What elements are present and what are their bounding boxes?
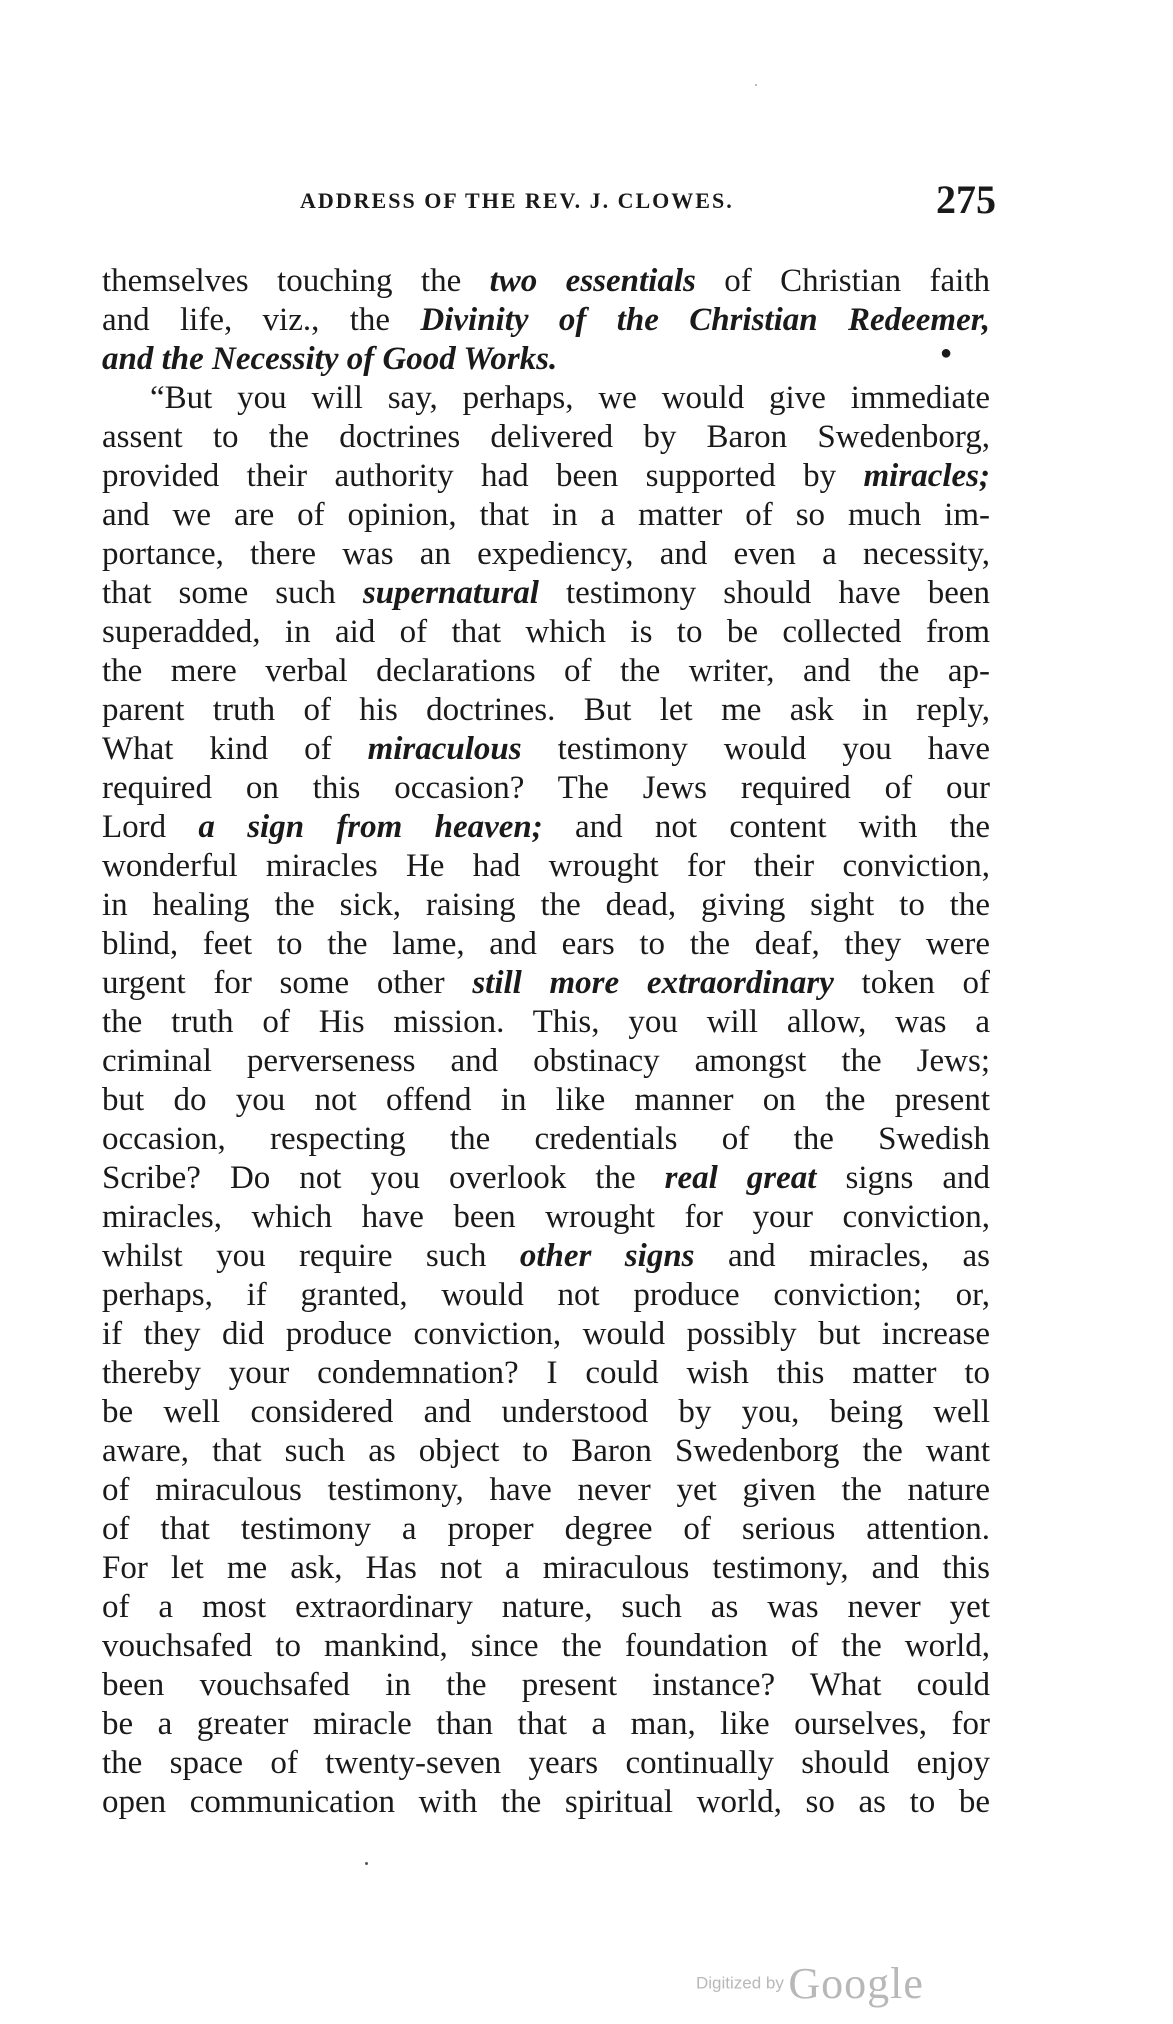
stray-mark: ●	[940, 342, 953, 364]
text-line	[102, 1276, 990, 1315]
text-run: perhaps, if granted, would not produce conviction; or,	[102, 1277, 990, 1313]
text-line	[102, 769, 990, 808]
text-line	[102, 1783, 990, 1822]
text-line	[102, 1393, 990, 1432]
text-line	[102, 886, 990, 925]
text-line	[102, 457, 990, 496]
italic-phrase: real great	[664, 1160, 817, 1196]
body-text	[102, 262, 990, 1822]
text-run: superadded, in aid of that which is to be collected from	[102, 614, 990, 650]
text-run: that some such	[102, 575, 363, 611]
text-line	[102, 1354, 990, 1393]
text-run: urgent for some other	[102, 965, 473, 1001]
text-line	[102, 652, 990, 691]
italic-phrase: supernatural	[362, 575, 539, 611]
text-line	[102, 301, 990, 340]
text-run: the space of twenty-seven years continually should enjoy	[102, 1745, 990, 1781]
page-speck	[755, 84, 757, 86]
text-run: parent truth of his doctrines. But let me ask in reply,	[102, 692, 990, 728]
text-line	[102, 340, 990, 379]
text-run: provided their authority had been supported by	[102, 458, 864, 494]
text-run: whilst you require such	[102, 1238, 520, 1274]
text-run: in healing the sick, raising the dead, giving sight to the	[102, 887, 990, 923]
text-line	[102, 1588, 990, 1627]
text-run: of that testimony a proper degree of serious attention.	[102, 1511, 990, 1547]
text-run: of Christian faith	[695, 263, 990, 299]
text-run: the truth of His mission. This, you will allow, was a	[102, 1004, 990, 1040]
text-line	[102, 535, 990, 574]
text-run: open communication with the spiritual world, so as to be	[102, 1784, 990, 1820]
text-line	[102, 496, 990, 535]
text-line	[102, 808, 990, 847]
text-line	[102, 1120, 990, 1159]
text-line	[102, 1159, 990, 1198]
text-run: testimony should have been	[538, 575, 990, 611]
text-line	[102, 730, 990, 769]
italic-phrase: and the Necessity of Good Works.	[102, 341, 558, 377]
italic-phrase: Divinity of the Christian Redeemer,	[420, 302, 990, 338]
google-logo: Google	[788, 1959, 924, 2008]
text-run: criminal perverseness and obstinacy amongst the Jews;	[102, 1043, 990, 1079]
text-line	[102, 1627, 990, 1666]
text-run: been vouchsafed in the present instance? What could	[102, 1667, 990, 1703]
running-head: ADDRESS OF THE REV. J. CLOWES.	[300, 188, 734, 213]
text-run: testimony would you have	[521, 731, 990, 767]
text-line	[102, 379, 990, 418]
italic-phrase: a sign from heaven;	[198, 809, 543, 845]
text-run: portance, there was an expediency, and even a necessity,	[102, 536, 990, 572]
text-run: but do you not offend in like manner on the present	[102, 1082, 990, 1118]
text-line	[102, 574, 990, 613]
text-line	[102, 1003, 990, 1042]
text-run: Lord	[102, 809, 199, 845]
text-run: be well considered and understood by you, being well	[102, 1394, 990, 1430]
text-run: themselves touching the	[102, 263, 490, 299]
text-run: and miracles, as	[694, 1238, 990, 1274]
text-line	[102, 691, 990, 730]
text-line	[102, 1198, 990, 1237]
text-run: wonderful miracles He had wrought for their conviction,	[102, 848, 990, 884]
italic-phrase: miracles;	[863, 458, 990, 494]
italic-phrase: two essentials	[489, 263, 696, 299]
text-run: and we are of opinion, that in a matter of so much im-	[102, 497, 990, 533]
text-line	[102, 1471, 990, 1510]
text-line	[102, 1237, 990, 1276]
digitized-watermark	[696, 1958, 924, 2009]
text-run: occasion, respecting the credentials of the Swedish	[102, 1121, 990, 1157]
text-run: miracles, which have been wrought for your conviction,	[102, 1199, 990, 1235]
text-line	[102, 1042, 990, 1081]
text-run: and not content with the	[542, 809, 991, 845]
italic-phrase: miraculous	[367, 731, 522, 767]
text-line	[102, 925, 990, 964]
page-number: 275	[936, 177, 996, 222]
text-run: vouchsafed to mankind, since the foundation of the world,	[102, 1628, 990, 1664]
text-run: Scribe? Do not you overlook the	[102, 1160, 665, 1196]
text-run: blind, feet to the lame, and ears to the deaf, they were	[102, 926, 990, 962]
text-run: token of	[833, 965, 990, 1001]
text-line	[102, 613, 990, 652]
page-speck	[365, 1862, 368, 1865]
text-line	[102, 1432, 990, 1471]
text-line	[102, 1705, 990, 1744]
text-line	[102, 1081, 990, 1120]
text-run: and life, viz., the	[102, 302, 421, 338]
text-run: What kind of	[102, 731, 368, 767]
text-run: the mere verbal declarations of the writer, and the ap-	[102, 653, 990, 689]
text-line	[102, 1510, 990, 1549]
text-run: “But you will say, perhaps, we would give immediate	[150, 380, 990, 416]
text-run: aware, that such as object to Baron Swedenborg the want	[102, 1433, 990, 1469]
text-run: For let me ask, Has not a miraculous testimony, and this	[102, 1550, 990, 1586]
text-run: required on this occasion? The Jews required of our	[102, 770, 990, 806]
text-run: of miraculous testimony, have never yet given the nature	[102, 1472, 990, 1508]
text-line	[102, 1315, 990, 1354]
text-run: signs and	[816, 1160, 990, 1196]
text-line	[102, 1666, 990, 1705]
italic-phrase: other signs	[519, 1238, 695, 1274]
text-run: assent to the doctrines delivered by Baron Swedenborg,	[102, 419, 990, 455]
text-line	[102, 847, 990, 886]
watermark-prefix: Digitized by	[696, 1973, 784, 1993]
text-run: thereby your condemnation? I could wish this matter to	[102, 1355, 990, 1391]
text-run: if they did produce conviction, would possibly but increase	[102, 1316, 990, 1352]
text-line	[102, 1549, 990, 1588]
text-line	[102, 418, 990, 457]
text-line	[102, 964, 990, 1003]
text-run: be a greater miracle than that a man, like ourselves, for	[102, 1706, 990, 1742]
text-line	[102, 1744, 990, 1783]
italic-phrase: still more extraordinary	[472, 965, 834, 1001]
text-run: of a most extraordinary nature, such as was never yet	[102, 1589, 990, 1625]
text-line	[102, 262, 990, 301]
